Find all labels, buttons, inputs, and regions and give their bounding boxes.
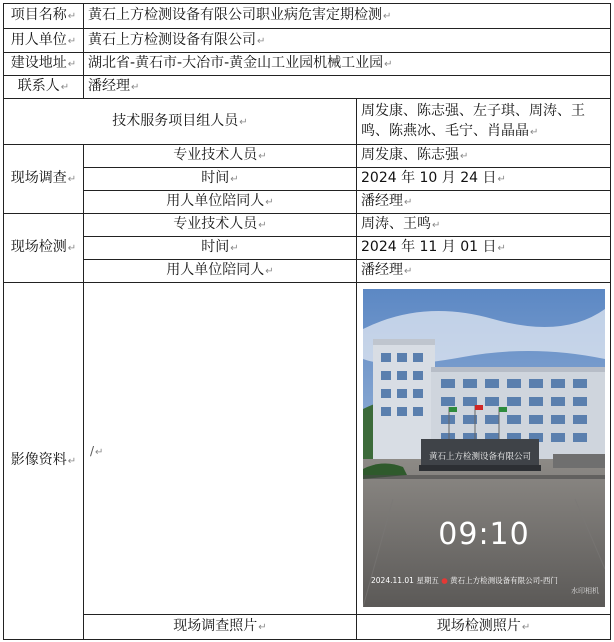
site-photo-scene <box>363 289 605 607</box>
photo-date-location: 2024.11.01 星期五 ● 黄石上方检测设备有限公司-西门 <box>371 576 558 585</box>
testing-staff-value: 周涛、王鸣↵ <box>357 214 611 237</box>
survey-photo-slot <box>84 283 357 615</box>
site-photo <box>363 289 605 607</box>
row-project-name <box>4 4 611 29</box>
location-pin-icon: ● <box>441 576 448 585</box>
testing-staff-label: 专业技术人员↵ <box>84 214 357 237</box>
testing-escort-label: 用人单位陪同人↵ <box>84 260 357 283</box>
contact-label: 联系人↵ <box>4 76 84 99</box>
record-table <box>3 3 611 640</box>
survey-escort-value: 潘经理↵ <box>357 191 611 214</box>
gate-sign-text: 黄石上方检测设备有限公司 <box>428 452 532 462</box>
photo-time-stamp: 09:10 <box>438 517 530 552</box>
row-survey-escort <box>4 191 611 214</box>
testing-label: 现场检测↵ <box>4 214 84 283</box>
watermark-app-label: 水印相机 <box>571 587 599 595</box>
project-name-label: 项目名称↵ <box>4 4 84 29</box>
contact-value: 潘经理↵ <box>84 76 611 99</box>
survey-photo-caption: 现场调查照片↵ <box>84 615 357 640</box>
row-captions <box>4 615 611 640</box>
team-value: 周发康、陈志强、左子琪、周涛、王鸣、陈燕冰、毛宁、肖晶晶↵ <box>357 99 611 145</box>
testing-escort-value: 潘经理↵ <box>357 260 611 283</box>
media-label: 影像资料↵ <box>4 283 84 640</box>
row-testing-time <box>4 237 611 260</box>
testing-time-value: 2024 年 11 月 01 日↵ <box>357 237 611 260</box>
address-label: 建设地址↵ <box>4 53 84 76</box>
survey-label: 现场调查↵ <box>4 145 84 214</box>
survey-staff-label: 专业技术人员↵ <box>84 145 357 168</box>
project-name-value: 黄石上方检测设备有限公司职业病危害定期检测↵ <box>84 4 611 29</box>
row-testing-staff <box>4 214 611 237</box>
employer-value: 黄石上方检测设备有限公司↵ <box>84 29 611 53</box>
row-employer <box>4 29 611 53</box>
team-label: 技术服务项目组人员↵ <box>4 99 357 145</box>
address-value: 湖北省-黄石市-大冶市-黄金山工业园机械工业园↵ <box>84 53 611 76</box>
testing-photo-caption: 现场检测照片↵ <box>357 615 611 640</box>
row-survey-time <box>4 168 611 191</box>
row-survey-staff <box>4 145 611 168</box>
survey-time-value: 2024 年 10 月 24 日↵ <box>357 168 611 191</box>
employer-label: 用人单位↵ <box>4 29 84 53</box>
survey-escort-label: 用人单位陪同人↵ <box>84 191 357 214</box>
survey-time-label: 时间↵ <box>84 168 357 191</box>
survey-staff-value: 周发康、陈志强↵ <box>357 145 611 168</box>
row-contact <box>4 76 611 99</box>
row-media <box>4 283 611 615</box>
survey-photo-placeholder: /↵ <box>90 444 104 458</box>
testing-time-label: 时间↵ <box>84 237 357 260</box>
row-address <box>4 53 611 76</box>
row-testing-escort <box>4 260 611 283</box>
testing-photo-slot <box>357 283 611 615</box>
row-team <box>4 99 611 145</box>
